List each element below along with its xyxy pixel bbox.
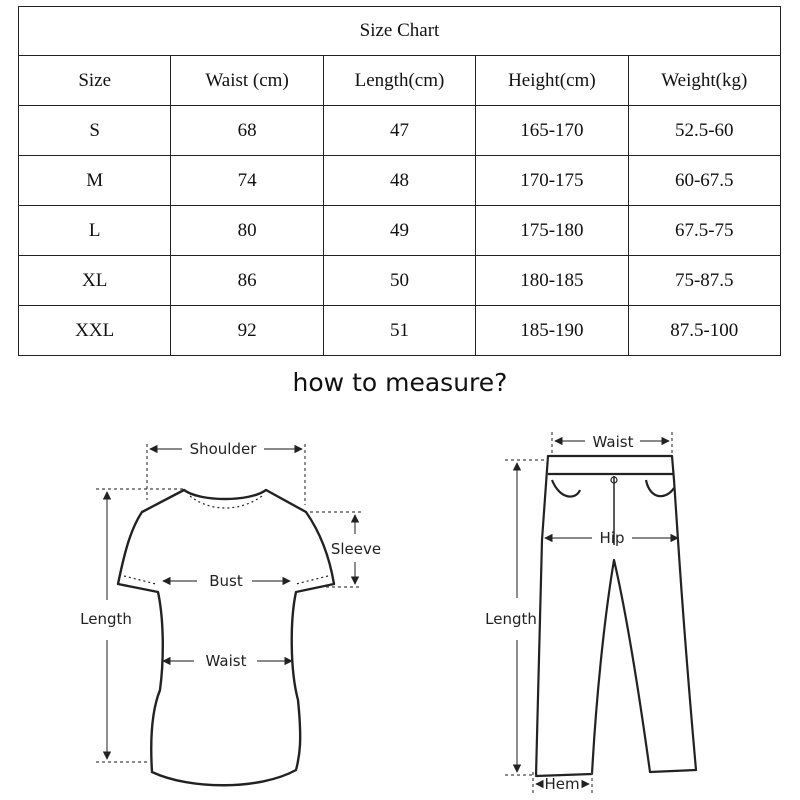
- table-row: [19, 206, 781, 256]
- label-hip: Hip: [599, 529, 625, 547]
- cell-weight: 75-87.5: [628, 256, 780, 306]
- cell-waist: 74: [171, 156, 323, 206]
- cell-weight: 52.5-60: [628, 106, 780, 156]
- label-pants-waist: Waist: [592, 433, 634, 451]
- cell-waist: 68: [171, 106, 323, 156]
- cell-waist: 92: [171, 306, 323, 356]
- cell-weight: 67.5-75: [628, 206, 780, 256]
- cell-waist: 80: [171, 206, 323, 256]
- header-height: Height(cm): [476, 56, 628, 106]
- table-row: [19, 306, 781, 356]
- cell-height: 180-185: [476, 256, 628, 306]
- header-length: Length(cm): [323, 56, 475, 106]
- label-hem: Hem: [544, 775, 580, 793]
- table-row: [19, 106, 781, 156]
- header-waist: Waist (cm): [171, 56, 323, 106]
- tshirt-measure-lines: [96, 444, 362, 762]
- how-to-measure-heading: how to measure?: [292, 368, 508, 397]
- label-pants-length: Length: [485, 610, 537, 628]
- cell-size: S: [19, 106, 171, 156]
- cell-weight: 60-67.5: [628, 156, 780, 206]
- cell-length: 48: [323, 156, 475, 206]
- header-size: Size: [19, 56, 171, 106]
- table-header-row: [19, 56, 781, 106]
- cell-height: 185-190: [476, 306, 628, 356]
- table-title-row: [19, 7, 781, 56]
- header-weight: Weight(kg): [628, 56, 780, 106]
- cell-length: 51: [323, 306, 475, 356]
- cell-size: XL: [19, 256, 171, 306]
- cell-waist: 86: [171, 256, 323, 306]
- table-row: [19, 256, 781, 306]
- tshirt-illustration: [118, 490, 334, 785]
- cell-length: 50: [323, 256, 475, 306]
- size-chart-table: [18, 6, 781, 356]
- cell-length: 47: [323, 106, 475, 156]
- table-title: Size Chart: [19, 7, 781, 56]
- cell-height: 170-175: [476, 156, 628, 206]
- label-sleeve: Sleeve: [330, 540, 382, 558]
- label-shoulder: Shoulder: [189, 440, 257, 458]
- cell-length: 49: [323, 206, 475, 256]
- measurement-diagram: [0, 420, 800, 800]
- table-row: [19, 156, 781, 206]
- cell-size: M: [19, 156, 171, 206]
- pants-illustration: [536, 456, 696, 776]
- cell-height: 165-170: [476, 106, 628, 156]
- label-bust: Bust: [209, 572, 243, 590]
- cell-height: 175-180: [476, 206, 628, 256]
- cell-size: XXL: [19, 306, 171, 356]
- cell-size: L: [19, 206, 171, 256]
- label-shirt-length: Length: [80, 610, 132, 628]
- label-shirt-waist: Waist: [205, 652, 247, 670]
- cell-weight: 87.5-100: [628, 306, 780, 356]
